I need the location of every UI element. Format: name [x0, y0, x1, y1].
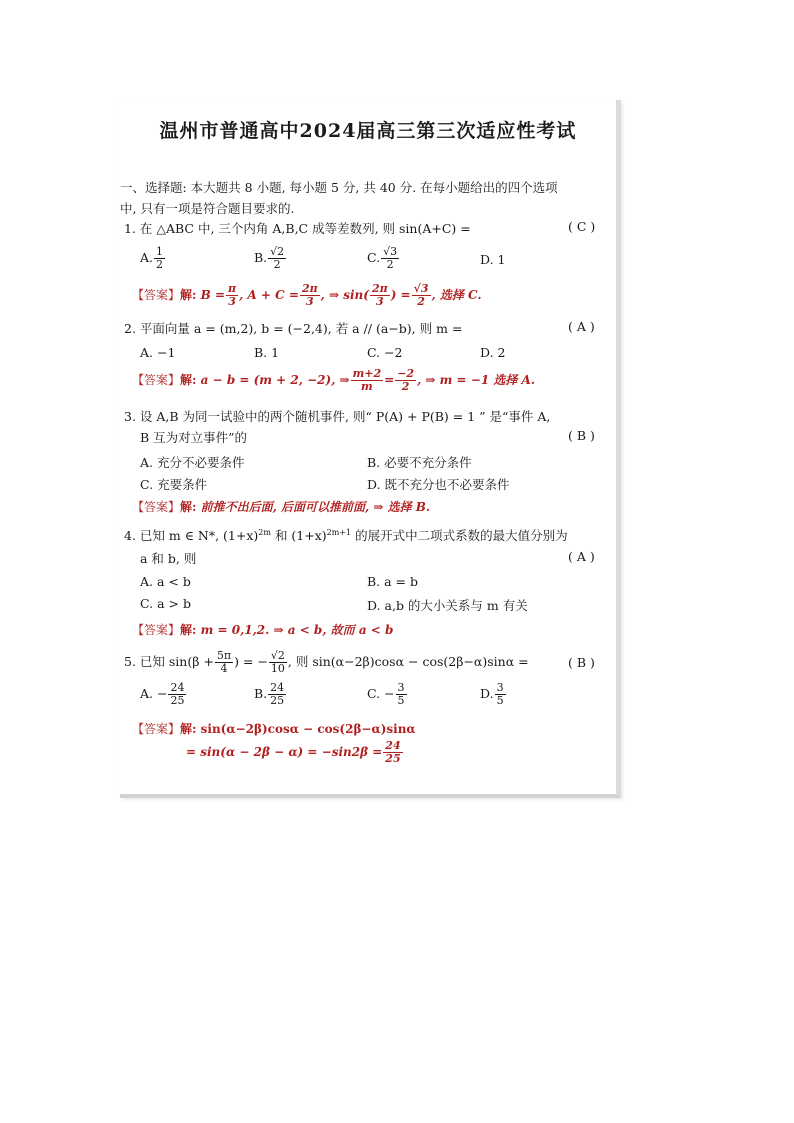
q2-option-d: D. 2 [480, 345, 506, 360]
q1-stem: 1. 在 △ABC 中, 三个内角 A,B,C 成等差数列, 则 sin(A+C) = [124, 221, 471, 236]
q5-option-d: D. $\frac{3}{5}$ [480, 681, 504, 707]
q4-answer: ( A ) [568, 549, 595, 564]
q3-option-c: C. 充要条件 [140, 477, 208, 492]
q4-stem-line2: a 和 b, 则 [140, 551, 197, 566]
q4-option-c: C. a > b [140, 596, 191, 611]
q3-option-b: B. 必要不充分条件 [367, 455, 472, 470]
q5-option-a: A. − $\frac{24}{25}$ [140, 681, 185, 707]
q2-solution: 【答案】解: a − b = (m + 2, −2), ⇒ $\frac{m+2}{m}$ = $\frac{-2}{2}$ , ⇒ m = −1 选择 A. [132, 367, 536, 393]
q5-option-b: B. $\frac{24}{25}$ [254, 681, 285, 707]
q1-option-b: B. $\frac{√2}{2}$ [254, 245, 285, 271]
q3-answer: ( B ) [568, 428, 595, 443]
q4-option-a: A. a < b [140, 574, 191, 589]
q3-stem-line1: 3. 设 A,B 为同一试验中的两个随机事件, 则“ P(A) + P(B) = 1 ” 是“事件 A, [124, 409, 551, 424]
q2-option-a: A. −1 [140, 345, 176, 360]
q5-answer: ( B ) [568, 655, 595, 670]
q4-solution: 【答案】解: m = 0,1,2. ⇒ a < b, 故而 a < b [132, 623, 394, 637]
q1-option-c: C. $\frac{√3}{2}$ [367, 245, 398, 271]
q4-stem-line1: 4. 已知 m ∈ N*, $(1+x)^{2m}$ 和 $(1+x)^{2m+1}$ 的展开式中二项式系数的最大值分别为 [124, 527, 568, 543]
q2-option-b: B. 1 [254, 345, 280, 360]
exam-title: 温州市普通高中2024届高三第三次适应性考试 [159, 120, 577, 142]
q1-solution: 【答案】解: B = $\frac{\pi}{3}$ , A + C = $\frac{2\pi}{3}$ , ⇒ sin( $\frac{2\pi}{3}$ ) = $\frac{√3}{2}$ , 选择 C. [132, 282, 482, 308]
q1-option-d: D. 1 [480, 252, 506, 267]
q2-answer: ( A ) [568, 319, 595, 334]
q1-answer: ( C ) [568, 219, 596, 234]
q5-stem: 5. 已知 sin(β + $\frac{5\pi}{4}$ ) = − $\frac{√2}{10}$ , 则 sin(α−2β)cosα − cos(2β−α)sinα = [124, 649, 529, 675]
section-intro-line1: 一、选择题: 本大题共 8 小题, 每小题 5 分, 共 40 分. 在每小题给出的四个选项 [120, 180, 558, 195]
section-intro-line2: 中, 只有一项是符合题目要求的. [120, 201, 295, 216]
q4-option-d: D. a,b 的大小关系与 m 有关 [367, 598, 528, 613]
q3-option-a: A. 充分不必要条件 [140, 455, 245, 470]
q2-option-c: C. −2 [367, 345, 403, 360]
exam-page [120, 100, 621, 798]
q5-solution-line2: = sin(α − 2β − α) = −sin2β = $\frac{24}{25}$ [186, 739, 401, 765]
q2-stem: 2. 平面向量 a = (m,2), b = (−2,4), 若 a // (a−b), 则 m = [124, 321, 463, 336]
q3-option-d: D. 既不充分也不必要条件 [367, 477, 510, 492]
q4-option-b: B. a = b [367, 574, 419, 589]
q1-option-a: A. $\frac{1}{2}$ [140, 245, 164, 271]
q3-stem-line2: B 互为对立事件”的 [140, 430, 248, 445]
q5-solution-line1: 【答案】解: sin(α−2β)cosα − cos(2β−α)sinα [132, 722, 416, 736]
q3-solution: 【答案】解: 前推不出后面, 后面可以推前面, ⇒ 选择 B. [132, 500, 431, 514]
q5-option-c: C. − $\frac{3}{5}$ [367, 681, 405, 707]
